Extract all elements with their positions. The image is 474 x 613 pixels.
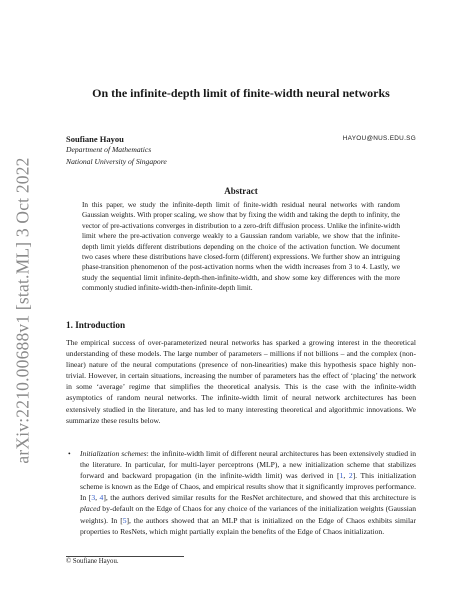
author-department: Department of Mathematics	[66, 145, 152, 154]
arxiv-stamp-text: arXiv:2210.00688v1 [stat.ML] 3 Oct 2022	[12, 156, 33, 464]
intro-paragraph: The empirical success of over-parameterized neural networks has sparked a growing interest in the theoretical understanding of these models. The large number of parameters – millions if not billions – and the complex (non-linear) nature of the neural computations (presence of non-linearities) make this hypothesis space highly non-trivial. However, in certain situations, increasing the number of parameters has the effect of ‘placing’ the network in some ‘average’ regime that simplifies the theoretical analysis. This is the case with the infinite-width asymptotics of random neural networks. The infinite-width limit of neural network architectures has been extensively studied in the literature, and has led to many interesting theoretical and algorithmic innovations. We summarize these results below.	[66, 338, 416, 425]
bullet-label: Initialization schemes	[80, 449, 147, 458]
paper-title: On the infinite-depth limit of finite-width neural networks	[92, 86, 390, 100]
bullet-list	[66, 448, 416, 537]
citation-link[interactable]: 4	[99, 493, 104, 503]
bullet-text: by-default on the Edge of Chaos for any choice of the variances of the initialization weights (Gaussian weights). In [	[80, 504, 416, 525]
citation-link[interactable]: 2	[348, 471, 353, 481]
footer-rule	[66, 556, 184, 557]
bullet-text: ,	[95, 493, 100, 503]
citation-link[interactable]: 5	[122, 515, 127, 525]
bullet-text: ], the authors showed that an MLP that is initialized on the Edge of Chaos exhibits similar properties to ResNets, which might partially explain the benefits of the Edge of Chaos initialization.	[80, 515, 416, 536]
author-email: HAYOU@NUS.EDU.SG	[342, 135, 416, 142]
bullet-marker: •	[68, 449, 71, 458]
citation-link[interactable]: 3	[91, 493, 96, 503]
bullet-text: ], the authors derived similar results for the ResNet architecture, and showed that this architecture is	[103, 493, 416, 503]
bullet-text: ]. This initialization scheme is known as the Edge of Chaos, and empirical results show that it significantly improves performance. In [	[80, 471, 416, 503]
author-name: Soufiane Hayou	[66, 134, 124, 144]
arxiv-stamp	[4, 156, 42, 464]
author-university: National University of Singapore	[66, 157, 167, 166]
bullet-item	[66, 448, 416, 537]
copyright-footer: © Soufiane Hayou.	[66, 558, 119, 565]
abstract-text: In this paper, we study the infinite-depth limit of finite-width residual neural networks with random Gaussian weights. With proper scaling, we show that by fixing the width and taking the depth to infinity, the vector of pre-activations converges in distribution to a zero-drift diffusion process. Unlike the infinite-width limit where the pre-activation converge weakly to a Gaussian random variable, we show that the infinite-depth limit yields different distributions depending on the choice of the activation function. We document two cases where these distributions have closed-form (different) expressions. We further show an intriguing phase-transition phenomenon of the post-activation norms when the width increases from 3 to 4. Lastly, we study the sequential limit infinite-depth-then-infinite-width, and show some key differences with the more commonly studied infinite-width-then-infinite-depth limit.	[82, 200, 400, 293]
abstract-heading: Abstract	[224, 186, 258, 196]
section-heading: 1. Introduction	[66, 320, 126, 330]
bullet-text: : the infinite-width limit of different neural architectures has been extensively studied in the literature. In particular, for multi-layer perceptrons (MLP), a new initialization scheme that stabilizes forward and backward propagation (in the infinite-width limit) was derived in [	[80, 449, 416, 481]
bullet-text: ,	[343, 471, 349, 481]
bullet-emphasis: placed	[80, 504, 101, 514]
author-block	[66, 134, 416, 168]
citation-link[interactable]: 1	[339, 471, 344, 481]
